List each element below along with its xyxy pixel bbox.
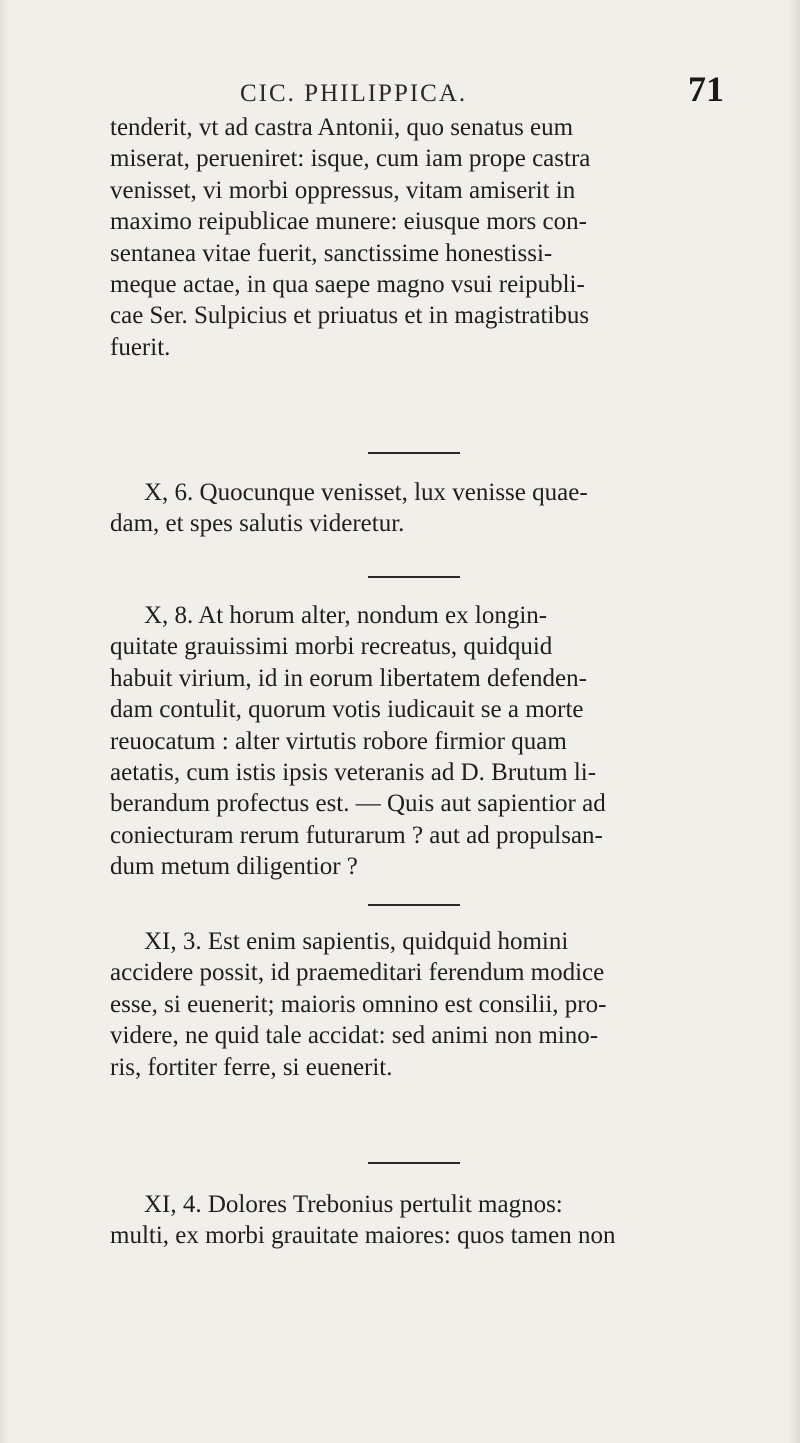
text-line: ris, fortiter ferre, si euenerit.: [110, 1053, 393, 1081]
section-divider: [368, 452, 460, 454]
text-line: X, 6. Quocunque venisset, lux venisse quae-: [144, 479, 588, 506]
text-line: aetatis, cum istis ipsis veteranis ad D. Brutum li-: [110, 759, 597, 787]
section-divider: [368, 1162, 460, 1164]
section-divider: [368, 904, 460, 906]
text-line: maximo reipublicae munere: eiusque mors con-: [110, 208, 587, 236]
section-divider: [368, 576, 460, 578]
paragraph-5: [110, 1189, 720, 1252]
text-line: tenderit, vt ad castra Antonii, quo senatus eum: [110, 114, 574, 141]
text-line: dum metum diligentior ?: [110, 853, 358, 881]
text-line: venisset, vi morbi oppressus, vitam amiserit in: [110, 176, 576, 204]
page-edge-shadow: [788, 0, 800, 1443]
text-line: reuocatum : alter virtutis robore firmior quam: [110, 727, 567, 755]
text-line: XI, 3. Est enim sapientis, quidquid homini: [144, 928, 569, 955]
text-line: coniecturam rerum futurarum ? aut ad propulsan-: [110, 821, 603, 849]
text-line: quitate grauissimi morbi recreatus, quidquid: [110, 633, 553, 661]
text-line: dam contulit, quorum votis iudicauit se a morte: [110, 696, 584, 724]
text-line: X, 8. At horum alter, nondum ex longin-: [144, 602, 548, 629]
text-line: miserat, perueniret: isque, cum iam prope castra: [110, 145, 591, 173]
text-line: videre, ne quid tale accidat: sed animi non mino-: [110, 1022, 599, 1050]
running-head: CIC. PHILIPPICA.: [240, 80, 468, 107]
text-line: berandum profectus est. — Quis aut sapientior ad: [110, 790, 606, 818]
text-line: XI, 4. Dolores Trebonius pertulit magnos:: [144, 1191, 563, 1218]
page-number: 71: [688, 69, 724, 109]
text-line: dam, et spes salutis videretur.: [110, 510, 405, 538]
text-line: multi, ex morbi grauitate maiores: quos tamen non: [110, 1222, 616, 1250]
paragraph-4: [110, 926, 720, 1083]
text-line: meque actae, in qua saepe magno vsui reipubli-: [110, 271, 585, 299]
text-line: cae Ser. Sulpicius et priuatus et in magistratibus: [110, 302, 590, 330]
text-line: habuit virium, id in eorum libertatem defenden-: [110, 664, 587, 692]
text-line: sentanea vitae fuerit, sanctissime honestissi-: [110, 239, 553, 267]
paragraph-3: [110, 600, 720, 883]
text-line: fuerit.: [110, 333, 171, 361]
paragraph-2: [110, 477, 720, 540]
text-line: esse, si euenerit; maioris omnino est consilii, pro-: [110, 990, 607, 1018]
text-line: accidere possit, id praemeditari ferendum modice: [110, 959, 605, 987]
page-gutter-shadow: [0, 0, 8, 1443]
paragraph-1: [110, 112, 720, 363]
